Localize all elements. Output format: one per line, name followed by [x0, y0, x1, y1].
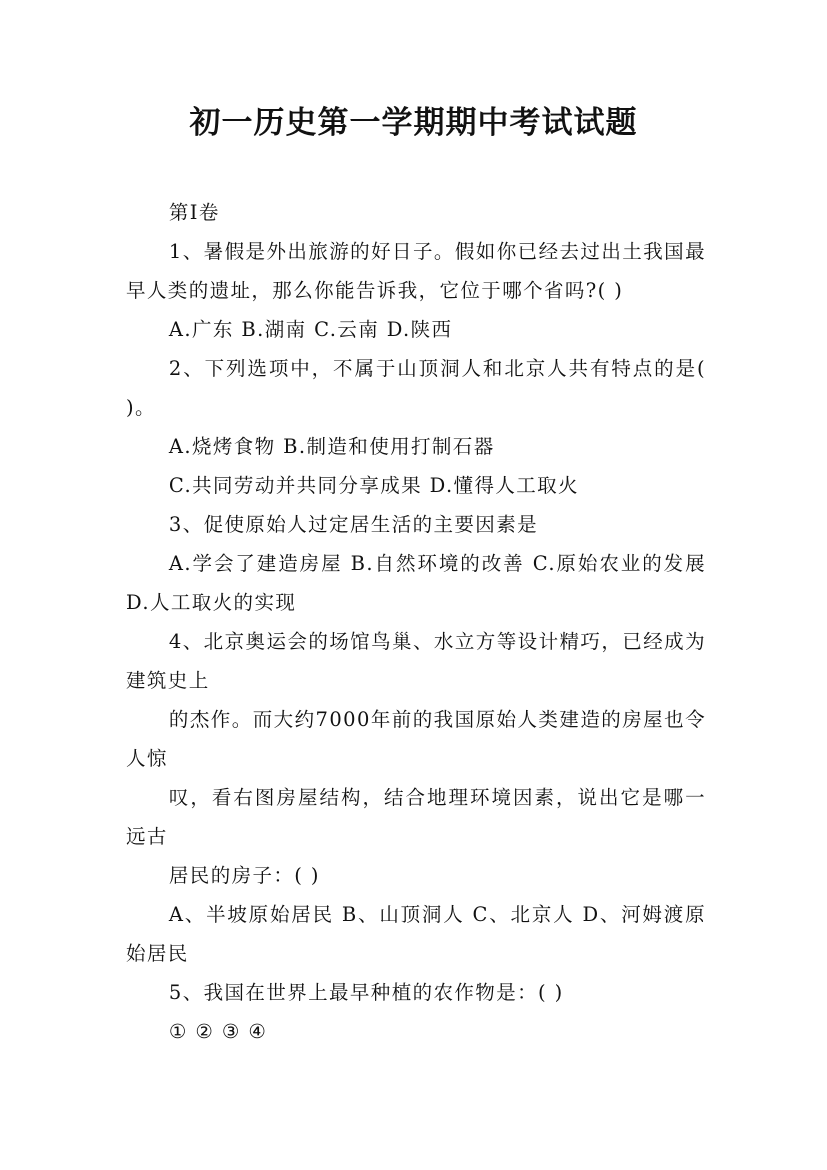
question-4-line-4: 居民的房子：( ) [168, 864, 320, 887]
question-5: 5、我国在世界上最早种植的农作物是：( ) [168, 981, 564, 1004]
section-heading: 第Ⅰ卷 [168, 201, 220, 224]
document-title: 初一历史第一学期期中考试试题 [189, 105, 638, 141]
question-1-options: A.广东 B.湖南 C.云南 D.陕西 [168, 318, 453, 341]
document-body [126, 193, 706, 1051]
question-5-options: ① ② ③ ④ [168, 1020, 268, 1043]
question-2-options-line-2: C.共同劳动并共同分享成果 D.懂得人工取火 [168, 474, 579, 497]
question-4-options: A、半坡原始居民 B、山顶洞人 C、北京人 D、河姆渡原始居民 [126, 903, 706, 965]
question-4-line-3: 叹，看右图房屋结构，结合地理环境因素，说出它是哪一远古 [126, 786, 706, 848]
question-1: 1、暑假是外出旅游的好日子。假如你已经去过出土我国最早人类的遗址，那么你能告诉我，它位于哪个省吗?( ) [126, 240, 706, 302]
question-3-options: A.学会了建造房屋 B.自然环境的改善 C.原始农业的发展 D.人工取火的实现 [126, 552, 706, 614]
question-4-line-1: 4、北京奥运会的场馆鸟巢、水立方等设计精巧，已经成为建筑史上 [126, 630, 706, 692]
question-2: 2、下列选项中，不属于山顶洞人和北京人共有特点的是( )。 [126, 357, 706, 419]
question-4-line-2: 的杰作。而大约7000年前的我国原始人类建造的房屋也令人惊 [126, 708, 706, 770]
question-3: 3、促使原始人过定居生活的主要因素是 [168, 513, 538, 536]
question-2-options-line-1: A.烧烤食物 B.制造和使用打制石器 [168, 435, 495, 458]
